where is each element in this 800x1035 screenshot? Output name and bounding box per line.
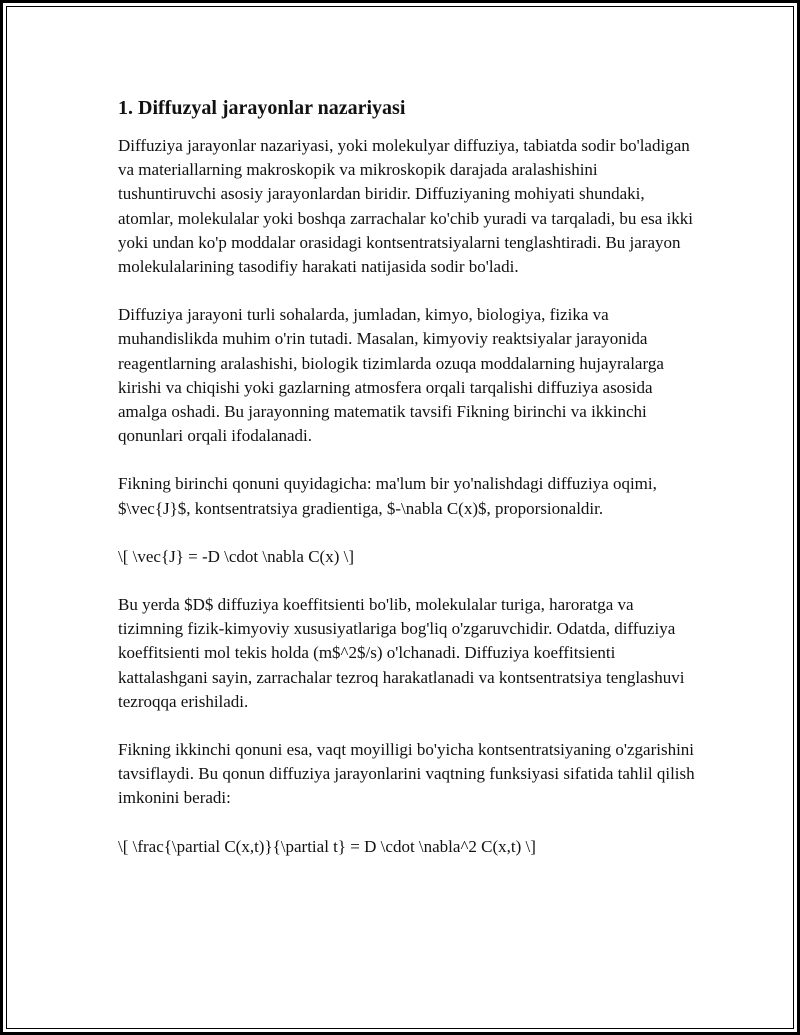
paragraph-applications: Diffuziya jarayoni turli sohalarda, jumladan, kimyo, biologiya, fizika va muhandislikda muhim o'rin tutadi. Masalan, kimyoviy reaktsiyalar jarayonida reagentlarning aralashishi, biologik tizimlarda ozuqa moddalarning hujayralarga kirishi va chiqishi yoki gazlarning atmosfera orqali tarqalishi diffuziya asosida amalga oshadi. Bu jarayonning matematik tavsifi Fikning birinchi va ikkinchi qonunlari orqali ifodalanadi.: [118, 305, 664, 446]
paragraph-intro: Diffuziya jarayonlar nazariyasi, yoki molekulyar diffuziya, tabiatda sodir bo'ladigan va materiallarning makroskopik va mikroskopik darajada aralashishini tushuntiruvchi asosiy jarayonlardan biridir. Diffuziyaning mohiyati shundaki, atomlar, molekulalar yoki boshqa zarrachalar ko'chib yuradi va tarqaladi, bu esa ikki yoki undan ko'p moddalar orasidagi kontsentratsiyalarni tenglashtiradi. Bu jarayon molekulalarining tasodifiy harakati natijasida sodir bo'ladi.: [118, 136, 693, 277]
formula-second-law: \[ \frac{\partial C(x,t)}{\partial t} = D \cdot \nabla^2 C(x,t) \]: [118, 836, 536, 856]
section-heading: 1. Diffuzyal jarayonlar nazariyasi: [118, 97, 406, 119]
paragraph-second-law: Fikning ikkinchi qonuni esa, vaqt moyilligi bo'yicha kontsentratsiyaning o'zgarishini tavsiflaydi. Bu qonun diffuziya jarayonlarini vaqtning funksiyasi sifatida tahlil qilish imkonini beradi:: [118, 740, 695, 808]
document-body: [118, 94, 698, 883]
formula-first-law: \[ \vec{J} = -D \cdot \nabla C(x) \]: [118, 546, 354, 566]
paragraph-diffusion-coefficient: Bu yerda $D$ diffuziya koeffitsienti bo'lib, molekulalar turiga, haroratga va tizimning fizik-kimyoviy xususiyatlariga bog'liq o'zgaruvchidir. Odatda, diffuziya koeffitsienti mol tekis holda (m$^2$/s) o'lchanadi. Diffuziya koeffitsienti kattalashgani sayin, zarrachalar tezroq harakatlanadi va kontsentratsiya tenglashuvi tezroqqa erishiladi.: [118, 595, 685, 711]
paragraph-first-law: Fikning birinchi qonuni quyidagicha: ma'lum bir yo'nalishdagi diffuziya oqimi, $\vec{J}$, kontsentratsiya gradientiga, $-\nabla C(x)$, proporsionaldir.: [118, 474, 657, 518]
